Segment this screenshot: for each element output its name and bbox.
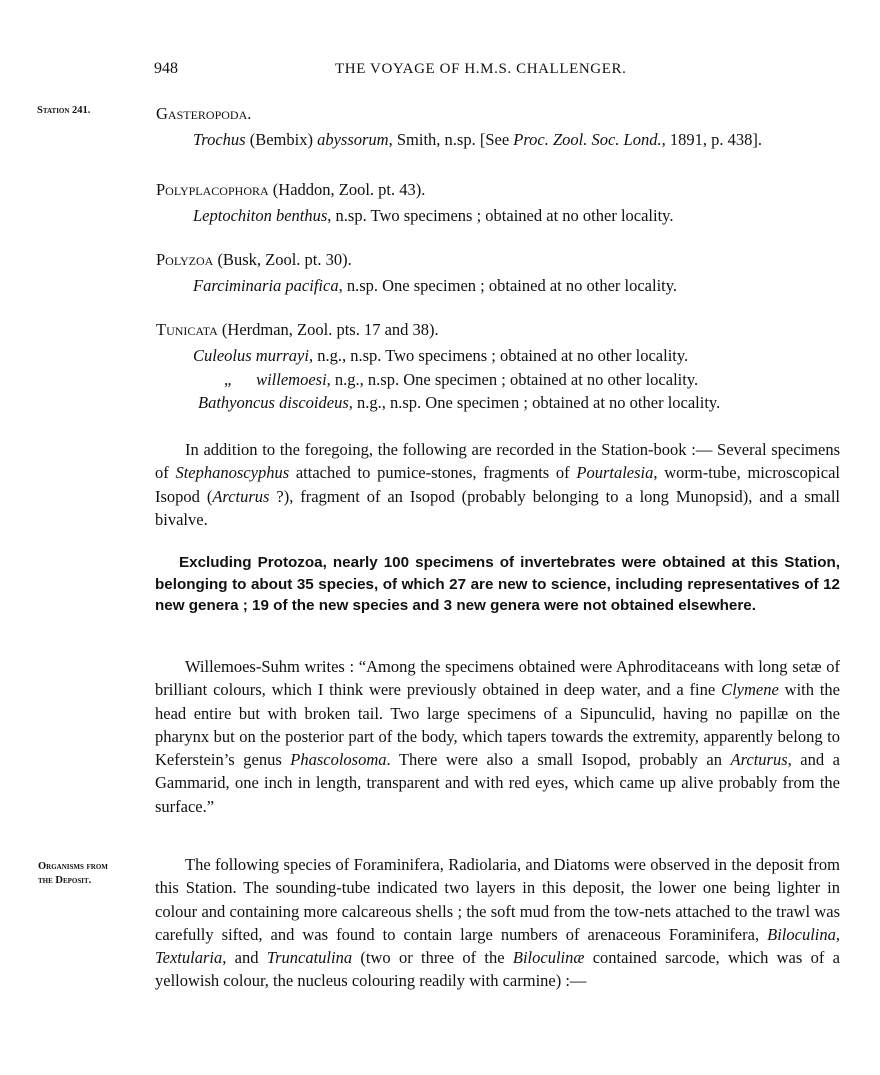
taxon-name: Arcturus xyxy=(212,486,270,506)
tunicata-entry xyxy=(193,346,688,366)
taxon-name: Pourtalesia xyxy=(576,463,654,483)
species-name: Leptochiton benthus xyxy=(193,206,328,225)
entry-subgenus: (Bembix) xyxy=(249,130,313,149)
polyplacophora-heading xyxy=(156,180,425,200)
text-run: ?), fragment of an Isopod (probably belonging to a long Munopsid), and a small bivalve. xyxy=(155,486,840,529)
species-note: , n.g., n.sp. One specimen ; obtained at no other locality. xyxy=(348,393,721,412)
entry-genus: Trochus xyxy=(193,130,246,149)
text-run: attached to pumice-stones, fragments of xyxy=(289,463,577,483)
species-note: , n.sp. One specimen ; obtained at no other locality. xyxy=(338,276,678,295)
organisms-sidenote-line1: Organisms from xyxy=(38,861,108,872)
taxon-name: Biloculina xyxy=(767,924,836,944)
taxon-name: Textularia xyxy=(155,948,223,968)
gasteropoda-heading: Gasteropoda. xyxy=(156,104,252,123)
taxon-name: Stephanoscyphus xyxy=(175,463,290,483)
taxon-name: Phascolosoma xyxy=(290,750,387,770)
tunicata-entry xyxy=(224,370,698,390)
station-summary: Excluding Protozoa, nearly 100 specimens of invertebrates were obtained at this Station, belonging to about 35 species, of which 27 are new to science, including representatives of 12 new genera ; 19 of the new species and 3 new genera were not obtained elsewhere. xyxy=(155,554,840,614)
entry-species: abyssorum xyxy=(317,130,389,149)
page-number: 948 xyxy=(154,60,178,77)
entry-reference: Proc. Zool. Soc. Lond. xyxy=(513,130,662,149)
group-name: Polyplacophora xyxy=(156,180,269,199)
species-name: Farciminaria pacifica xyxy=(193,276,339,295)
text-run: . There were also a small Isopod, probably an xyxy=(386,750,731,770)
species-note: , n.g., n.sp. Two specimens ; obtained at no other locality. xyxy=(308,346,689,365)
polyzoa-heading xyxy=(156,250,352,270)
species-name: Bathyoncus discoideus xyxy=(198,393,349,412)
group-reference: (Busk, Zool. pt. 30). xyxy=(213,250,352,269)
gasteropoda-entry xyxy=(193,130,762,150)
text-run: , and xyxy=(222,948,267,968)
taxon-name: Clymene xyxy=(721,680,779,700)
station-book-paragraph xyxy=(155,438,840,531)
text-run: , worm-tube, microscopical Isopod ( xyxy=(155,463,840,506)
organisms-sidenote xyxy=(38,860,108,888)
group-reference: (Haddon, Zool. pt. 43). xyxy=(268,180,426,199)
species-name: Culeolus murrayi xyxy=(193,346,309,365)
group-reference: (Herdman, Zool. pts. 17 and 38). xyxy=(217,320,439,339)
text-run: (two or three of the xyxy=(352,948,513,968)
group-name: Polyzoa xyxy=(156,250,214,269)
text-run: The following species of Foraminifera, Radiolaria, and Diatoms were observed in the deposit from this Station. The sounding-tube indicated two layers in this deposit, the lower one being lighter in colour and containing more calcareous shells ; the soft mud from the tow-nets attached to the trawl was carefully sifted, and was found to contain large numbers of arenaceous Foraminifera, xyxy=(155,855,840,944)
species-name: willemoesi xyxy=(256,370,327,389)
entry-authority: , Smith, n.sp. [See xyxy=(388,130,514,149)
organisms-sidenote-line2: the Deposit. xyxy=(38,875,92,886)
ditto-mark: „ xyxy=(224,370,232,389)
polyzoa-entry xyxy=(193,276,677,296)
group-name: Tunicata xyxy=(156,320,218,339)
species-note: , n.sp. Two specimens ; obtained at no other locality. xyxy=(327,206,674,225)
station-sidenote: Station 241. xyxy=(37,105,91,116)
text-run: , xyxy=(835,924,840,944)
polyplacophora-entry xyxy=(193,206,673,226)
text-run: , and a Gammarid, one inch in length, transparent and with red eyes, which came up alive probably from the surface.” xyxy=(155,750,840,816)
taxon-name: Arcturus xyxy=(730,750,788,770)
text-run: contained sarcode, which was of a yellowish colour, the nucleus colouring readily with carmine) :— xyxy=(155,948,841,991)
taxon-name: Truncatulina xyxy=(266,948,353,968)
text-run: Willemoes-Suhm writes : “Among the specimens obtained were Aphroditaceans with long setæ of brilliant colours, which I think were previously obtained in deep water, and a fine xyxy=(155,657,840,700)
running-title: THE VOYAGE OF H.M.S. CHALLENGER. xyxy=(335,61,627,77)
tunicata-entry xyxy=(198,393,720,413)
text-run: with the head entire but with broken tail. Two large specimens of a Sipunculid, having no papillæ on the pharynx but on the posterior part of the body, which tapers towards the extremity, apparently belong to Keferstein’s genus xyxy=(155,680,840,770)
taxon-name: Biloculinæ xyxy=(512,948,585,968)
willemoes-suhm-paragraph xyxy=(155,655,840,818)
deposit-paragraph xyxy=(155,853,840,993)
species-note: , n.g., n.sp. One specimen ; obtained at no other locality. xyxy=(326,370,699,389)
entry-reference-tail: , 1891, p. 438]. xyxy=(661,130,762,149)
tunicata-heading xyxy=(156,320,439,340)
text-run: In addition to the foregoing, the following are recorded in the Station-book :— Several specimens of xyxy=(155,440,840,483)
